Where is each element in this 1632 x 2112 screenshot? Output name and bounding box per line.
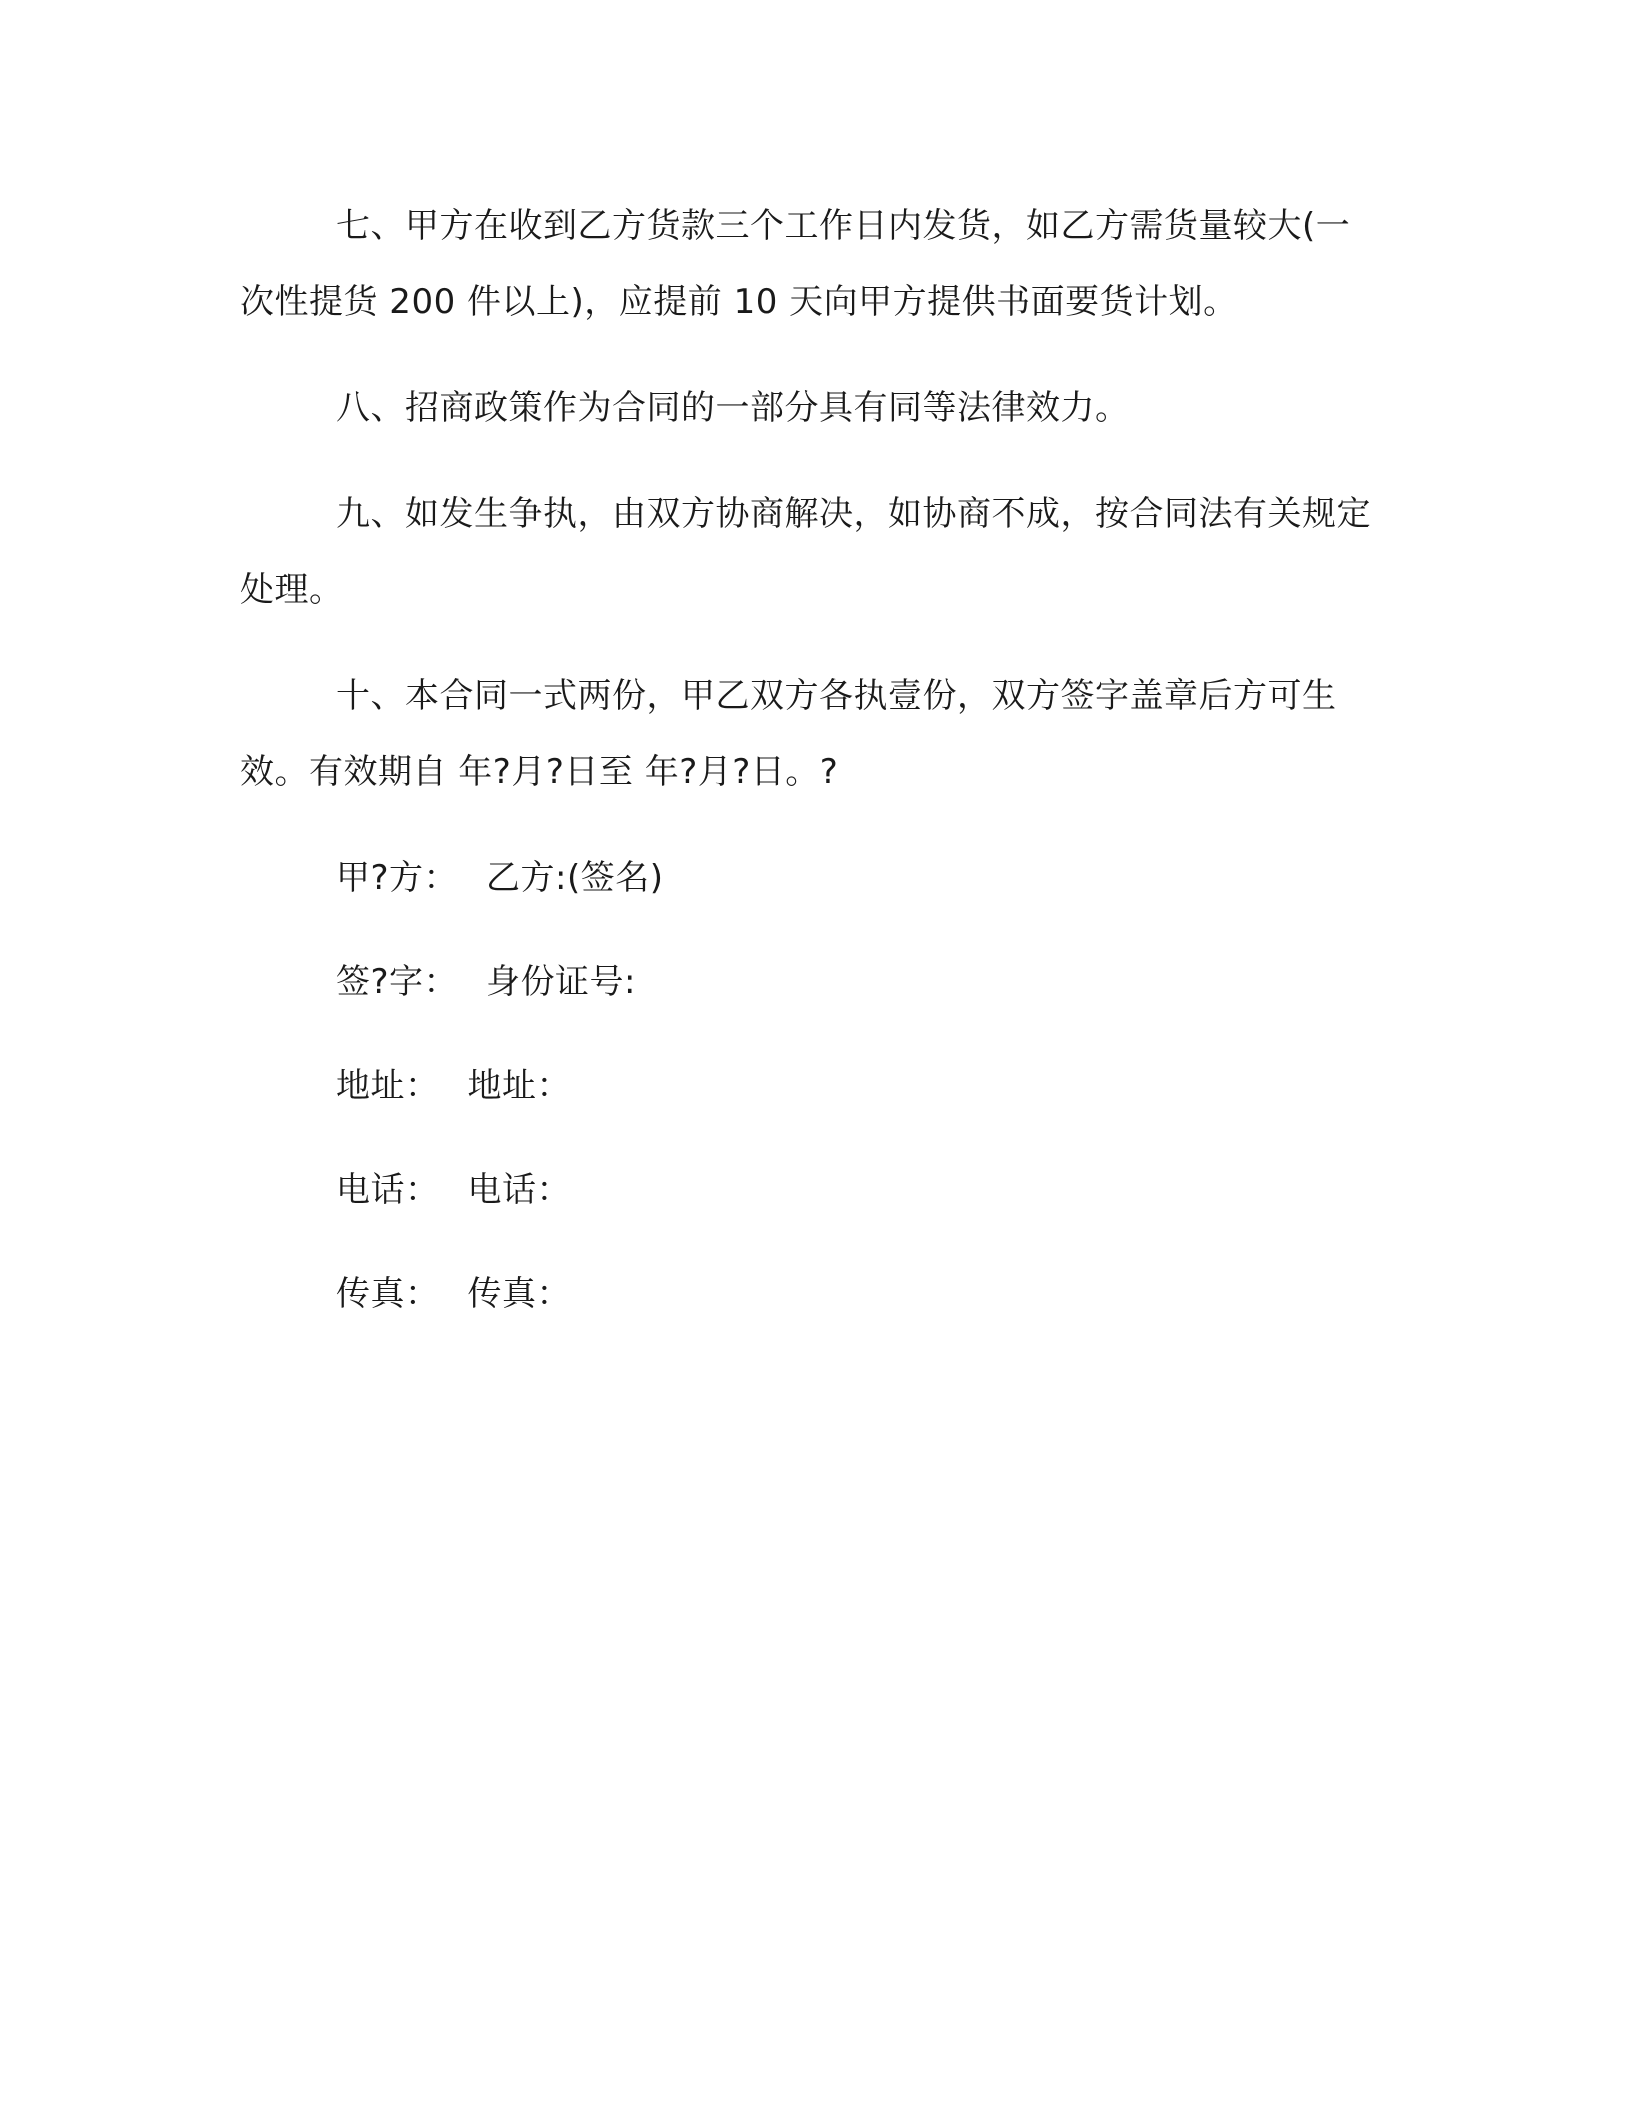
clause-9: 九、如发生争执，由双方协商解决，如协商不成，按合同法有关规定处理。 [240,494,1371,610]
party-a-label: 甲?方： [336,858,459,898]
party-a-sign-label: 签?字： [336,962,459,1002]
signature-fax-line [336,1256,1380,1332]
party-b-fax-label: 传真： [467,1274,571,1314]
party-b-phone-label: 电话： [467,1170,571,1210]
signature-address-line [336,1048,1380,1124]
clause-8: 八、招商政策作为合同的一部分具有同等法律效力。 [336,388,1130,428]
party-b-label: 乙方:(签名) [486,858,664,898]
signature-sign-line [336,944,1380,1020]
document-body [240,188,1380,1360]
party-a-phone-label: 电话： [336,1170,440,1210]
clause-7: 七、甲方在收到乙方货款三个工作日内发货，如乙方需货量较大(一次性提货 200 件以上)，应提前 10 天向甲方提供书面要货计划。 [240,206,1351,322]
signature-phone-line [336,1152,1380,1228]
party-b-id-label: 身份证号: [486,962,637,1002]
party-a-address-label: 地址： [336,1066,440,1106]
clause-10: 十、本合同一式两份，甲乙双方各执壹份，双方签字盖章后方可生效。有效期自 年?月?日至 年?月?日。? [240,676,1337,792]
signature-party-line [336,840,1380,916]
party-a-fax-label: 传真： [336,1274,440,1314]
party-b-address-label: 地址： [467,1066,571,1106]
